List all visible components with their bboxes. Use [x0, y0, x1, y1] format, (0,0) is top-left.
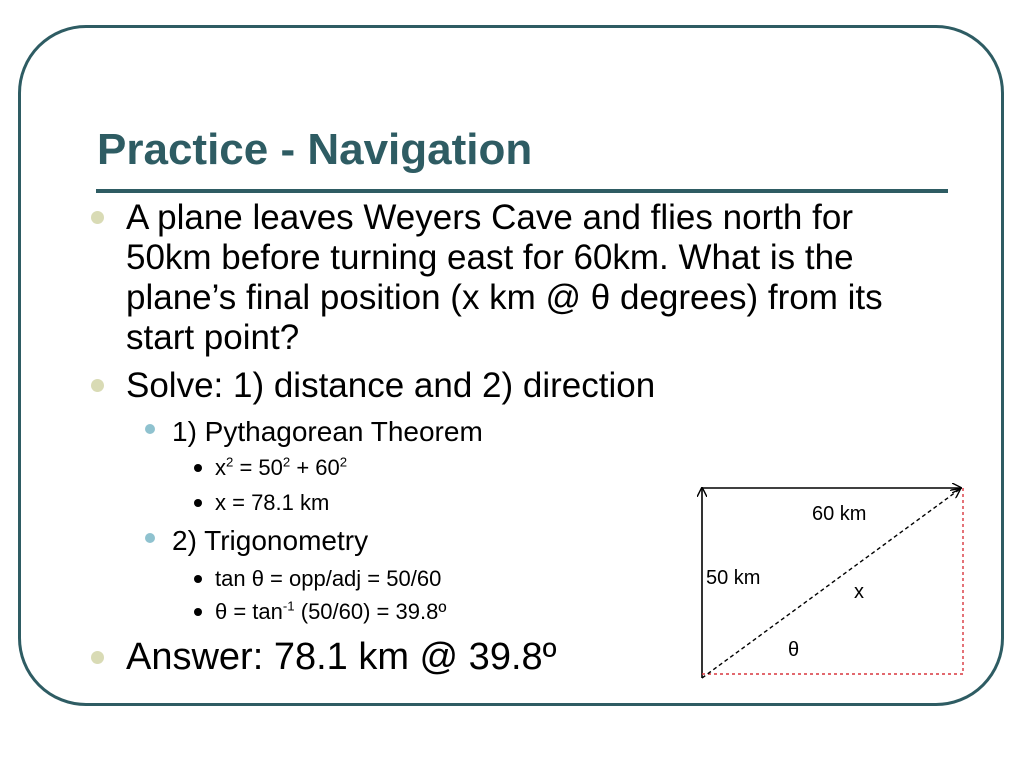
bullet-dot-icon [145, 424, 155, 434]
bullet-dot-icon [91, 379, 104, 392]
bullet-dot-icon [91, 211, 104, 224]
solve-text: Solve: 1) distance and 2) direction [126, 366, 656, 405]
label-x: x [854, 581, 864, 603]
problem-text: A plane leaves Weyers Cave and flies north for 50km before turning east for 60km. What is the plane’s final position (x km @ θ degrees) from its start point? [126, 198, 883, 357]
exponent: 2 [226, 454, 234, 470]
trig-equation: tan θ = opp/adj = 50/60 [215, 566, 442, 591]
pythagorean-result: x = 78.1 km [215, 490, 330, 515]
bullet-trigonometry [172, 525, 368, 557]
exponent: 2 [282, 454, 291, 470]
bullet-trig-equation [215, 566, 441, 592]
label-50km: 50 km [706, 567, 761, 589]
bullet-dot-icon [194, 608, 202, 616]
bullet-answer [126, 636, 557, 678]
trig-result-pre: θ = tan [215, 599, 283, 624]
label-60km: 60 km [812, 503, 867, 525]
answer-text: Answer: 78.1 km @ 39.8º [126, 636, 557, 678]
equation-part: = 50 [233, 455, 283, 480]
pythagorean-heading: 1) Pythagorean Theorem [172, 416, 483, 447]
equation-part: + 60 [290, 455, 340, 480]
label-theta: θ [788, 639, 800, 661]
equation-x: x [215, 455, 226, 480]
vector-diagram [690, 478, 980, 688]
bullet-solve [126, 366, 655, 406]
bullet-trig-result [215, 599, 446, 625]
bullet-dot-icon [194, 499, 202, 507]
title-underline [96, 189, 948, 193]
bullet-dot-icon [194, 464, 202, 472]
trig-result-post: (50/60) = 39.8º [294, 599, 447, 624]
exponent: -1 [282, 598, 295, 614]
slide-title: Practice - Navigation [97, 125, 533, 174]
exponent: 2 [339, 454, 348, 470]
bullet-pythagorean [172, 416, 483, 448]
bullet-pythagorean-result [215, 490, 329, 516]
bullet-dot-icon [194, 575, 202, 583]
bullet-dot-icon [91, 651, 104, 664]
trigonometry-heading: 2) Trigonometry [172, 525, 369, 556]
bullet-dot-icon [145, 533, 155, 543]
bullet-problem [126, 198, 936, 358]
bullet-pythagorean-equation [215, 455, 347, 481]
